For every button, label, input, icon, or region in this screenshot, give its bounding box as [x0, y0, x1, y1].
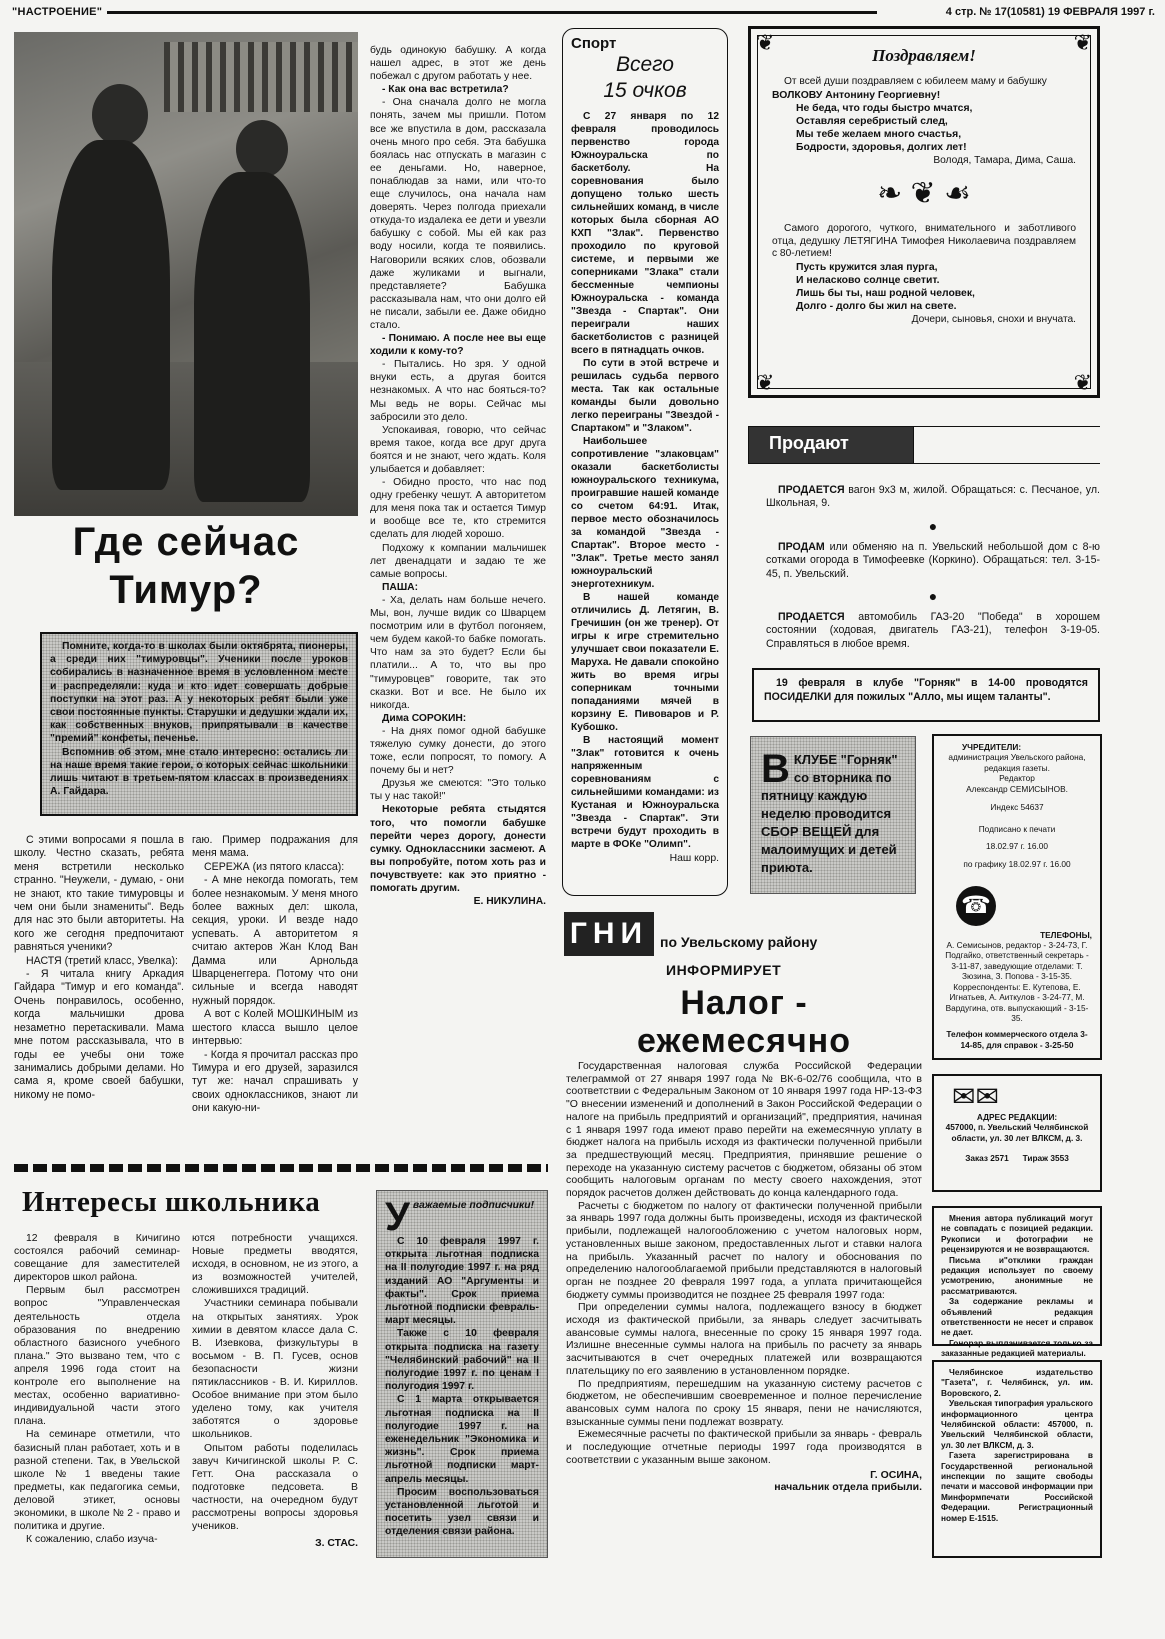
- verse1-l3: Мы тебе желаем много счастья,: [796, 128, 962, 140]
- sport-p3: Наибольшее сопротивление "злаковцам" оказали баскетболисты южноуральского техникума, проигравшие нашей команде со счетом 64:91. Итак, первое место обозначилось за командой "Звезда - Спартак". Второе место - "Злак". Третье место занял южноуральский энерготехникум.: [571, 436, 719, 590]
- policy-box: [932, 1206, 1102, 1359]
- timur-lead-p2: Вспомнив об этом, мне стало интересно: остались ли на наше время такие герои, о которых сейчас школьники лишь читают в третьем-пятом классах в произведениях А. Гайдара.: [50, 746, 348, 798]
- tax-title: [566, 984, 922, 1060]
- sell-ad-3-lead: ПРОДАЕТСЯ: [778, 611, 845, 624]
- timur-b-p3: - А мне некогда помогать, тем более незнакомым. У меня много более важных дел: школа, секция, уроки. И везде надо успевать. А авторитетом я считаю актеров Жан Клод Ван Дамма или Арнольда Шварценеггера. Потому что они сильные и всегда наводят нужный порядок.: [192, 874, 358, 1007]
- founders-box: [932, 734, 1102, 1060]
- section-divider: [14, 1164, 548, 1172]
- timur-b-p1: гаю. Пример подражания для меня мама.: [192, 834, 358, 860]
- congrats-sign1: Володя, Тамара, Дима, Саша.: [933, 154, 1076, 166]
- subscription-head: [385, 1195, 539, 1239]
- school-a-p3: На семинаре отметили, что базисный план работает, хоть и в разной степени. Так, в Увельской школе № 1 введены такие предметы, как педагогика семьи, деловой этикет, основы экономики, в школе № 2 - право и политика и другие.: [14, 1429, 180, 1533]
- boy-right-head: [236, 120, 288, 178]
- timur-column-a: [14, 834, 184, 1102]
- policy-4: Гонорар выплачивается только за заказанные редакцией материалы.: [941, 1337, 1093, 1359]
- timur-c-p3: - Пытались. Но зря. У одной внуки есть, а другая боится незнакомых. А что нас бояться-то? Мы ведь не воры. Сейчас мы забросили это дело.: [370, 359, 546, 423]
- tax-p1: Государственная налоговая служба Российской Федерации телеграммой от 27 января 1997 года № ВК-6-02/76 сообщила, что в соответствии с Федеральным Законом от 10 января 1997 года НР-13-ФЗ "О внесении изменений и дополнений в Закон Российской Федерации о налоге на прибыль предприятий и организаций", предприятия, начиная с 1 января 1997 года имеют право перейти на ежемесячную уплату в бюджет налога на прибыль исходя из фактически полученной прибыли за предшествующий месяц. Предприятия, принявшие решение о переходе на указанную систему расчетов с бюджетом, обязаны об этом сообщить налоговым органам по месту своего нахождения, этот порядок расчетов должен действовать до конца календарного года.: [566, 1060, 922, 1200]
- timur-title-line2: Тимур?: [109, 568, 263, 612]
- school-b-p1: ются потребности учащихся. Новые предметы вводятся, исходя, в основном, не из этого, а из возможностей учителей, сложившихся традиций.: [192, 1233, 358, 1297]
- notice-text: 19 февраля в клубе "Горняк" в 14-00 проводятся ПОСИДЕЛКИ для пожилых "Алло, мы ищем таланты".: [764, 677, 1088, 703]
- sport-article: [562, 28, 728, 896]
- verse2-l3: Лишь бы ты, наш родной человек,: [796, 288, 975, 300]
- order-no: Заказ 2571: [965, 1153, 1009, 1164]
- school-sign: З. СТАС.: [315, 1538, 358, 1550]
- tax-text: [566, 1060, 922, 1494]
- verse1-l4: Бодрости, здоровья, долгих лет!: [796, 141, 967, 153]
- schedule-date: по графику 18.02.97 г. 16.00: [963, 859, 1071, 870]
- timur-c-dima: Дима СОРОКИН:: [382, 712, 467, 724]
- bullet-2: ●: [928, 588, 938, 605]
- subscr-p3: С 1 марта открывается льготная подписка на II полугодие 1997 г. на еженедельник "Экономика и жизнь". Срок приема льготной подписки март-апрель месяцы.: [385, 1394, 539, 1485]
- print-info: [942, 1153, 1092, 1163]
- subscription-box: [376, 1190, 548, 1558]
- corner-ornament-tr: ❦: [1073, 30, 1092, 55]
- address-text: 457000, п. Увельский Челябинской области, ул. 30 лет ВЛКСМ, д. 3.: [945, 1122, 1089, 1143]
- timur-title: [14, 518, 358, 614]
- tax-head-1: по Увельскому району: [660, 934, 818, 950]
- sell-header-bar: [748, 426, 1100, 464]
- sell-title: Продают: [769, 433, 849, 453]
- subscr-p1: С 10 февраля 1997 г. открыта льготная подписка на II полугодие 1997 г. на ряд изданий АО "Аргументы и факты". Срок приема льготной подписки февраль-март месяцы.: [385, 1236, 539, 1327]
- tax-sign-1: Г. ОСИНА,: [870, 1468, 922, 1481]
- tax-p5: Ежемесячные расчеты по фактической прибыли за январь - февраль и последующие отчетные периоды 1997 года производятся в соответствии с указанным выше законом.: [566, 1428, 922, 1466]
- sell-ad-1-lead: ПРОДАЕТСЯ: [778, 484, 845, 496]
- school-column-a: [14, 1232, 180, 1546]
- tax-sign-2: начальник отдела прибыли.: [774, 1481, 922, 1494]
- sport-text: [571, 110, 719, 851]
- congrats-verse2: [772, 261, 1076, 313]
- verse1-l1: Не беда, что годы быстро мчатся,: [796, 102, 973, 114]
- publisher-2: Увельская типография уральского информационного центра Челябинской области: 457000, п. Увельский Челябинской области, ул. 30 лет ВЛКСМ, д. 3.: [941, 1398, 1093, 1450]
- tax-title-line1: Налог -: [680, 984, 808, 1022]
- corner-ornament-br: ❦: [1073, 370, 1092, 395]
- notice-box: [752, 668, 1100, 722]
- timur-c-p4: Успокаивая, говорю, что сейчас время такое, когда все друг друга боятся и не знают, чего ждать. Коля улыбается и добавляет:: [370, 424, 546, 475]
- phones-text: А. Семисынов, редактор - 3-24-73, Г. Подгайко, ответственный секретарь - 3-11-87, заведующие отделами: Т. Зюзина, З. Попова - 3-15-35.: [945, 940, 1089, 982]
- congrats-sign2: Дочери, сыновья, снохи и внучата.: [911, 314, 1076, 326]
- sell-ads: [766, 484, 1100, 651]
- sport-p5: В настоящий момент "Злак" готовится к очень напряженным соревнованиям с сильнейшими командами: из Кустаная и Южноуральска "Звезда - Спартак". Эти встречи будут проходить в марте в ФОКе "Олимп".: [571, 735, 719, 850]
- timur-b-p5: - Когда я прочитал рассказ про Тимура и его друзей, заразился тут же: начал спрашивать у своих одноклассников, знают ли они какую-ни-: [192, 1048, 358, 1115]
- congrats-p2: Самого дорогого, чуткого, внимательного и заботливого отца, дедушку ЛЕТЯГИНА Тимофея Николаевича поздравляем с 80-летием!: [772, 222, 1076, 260]
- sport-title-1: Всего: [616, 53, 674, 76]
- tax-p3: При определении суммы налога, подлежащего взносу в бюджет исходя из фактической прибыли, за январь следует засчитывать авансовые суммы налога, внесенные по сроку 15 января 1997 года. Излишне внесенные суммы налога на прибыль по расчету за январь засчитываются в счет очередных платежей или возвращаются плательщику по его заявлению в установленном порядке.: [566, 1301, 922, 1377]
- header: [12, 6, 1155, 22]
- signed-date: 18.02.97 г. 16.00: [986, 840, 1048, 851]
- timur-lead: [40, 632, 358, 816]
- policy-1: Мнения автора публикаций могут не совпадать с позицией редакции. Рукописи и фотографии не рецензируются и не возвращаются.: [941, 1213, 1093, 1255]
- founders-label: УЧРЕДИТЕЛИ:: [962, 742, 1022, 752]
- timur-c-p7: - Ха, делать нам больше нечего. Мы, вон, лучше видик со Шварцем посмотрим или в футбол погоняем, чем будем какой-то бабке помогать. Что нам за это будет? Если бы платили... А то, что вы про "тимуровцев" говорите, так это сказки. Вот и все. Не было их никогда.: [370, 594, 546, 711]
- sell-ad-1-text: вагон 9х3 м, жилой. Обращаться: с. Песчаное, ул. Школьная, 9.: [766, 484, 1100, 510]
- timur-lead-p1: Помните, когда-то в школах были октябрята, пионеры, а среди них "тимуровцы". Ученики после уроков собирались в назначенное время в условленном месте и распределяли: куда и кто идет совершать добрые поступки на этот раз. А у некоторых ребят были уже свои постоянные пункты. Старушки и дедушки ждали их, как собственных внуков, припрятывали в качестве "премий" конфеты, печенье.: [50, 641, 348, 745]
- timur-a-p3: - Я читала книгу Аркадия Гайдара "Тимур и его команда". Очень понравилось, особенно, когда мальчишки дрова незаметно перетаскивали. Мама мне потом рассказывала, что в годы ее учебы они тоже занимались добрыми делами. Но сама я, кроме своей бабушки, никому не помо-: [14, 968, 184, 1101]
- subscr-cap: У: [385, 1195, 410, 1239]
- section-name: "НАСТРОЕНИЕ": [12, 6, 103, 18]
- envelope-icon: ✉✉: [952, 1081, 999, 1112]
- timur-author: Е. НИКУЛИНА.: [473, 896, 546, 908]
- school-b-p3: Опытом работы поделилась завуч Кичигинской школы Р. С. Гетт. Она рассказала о подготовке педсовета. В частности, на очередном будут рассмотрены вопросы здоровья учеников.: [192, 1442, 358, 1533]
- timur-c-q1: - Как она вас встретила?: [382, 84, 509, 96]
- sport-rubric: Спорт: [571, 35, 617, 52]
- tax-head-2: ИНФОРМИРУЕТ: [666, 962, 782, 978]
- phones-text2: Корреспонденты: Е. Кутепова, Е. Игнатьев, А. Аиткулов - 3-24-77, М. Вардугина, отв. выпускающий - 3-15-35.: [945, 981, 1089, 1023]
- tax-logo: [564, 912, 654, 956]
- sell-ad-2-text: или обменяю на п. Увельский небольшой дом с 8-ю сотками огорода в Тимофеевке (Коркино). Обращаться: тел. 3-15-45, п. Увельский.: [766, 540, 1100, 580]
- timur-c-p10: Некоторые ребята стыдятся того, что помогли бабушке перейти через дорогу, донести сумку. Одноклассники засмеют. А вы попробуйте, потом хоть раз и почувствуете: как это приятно - помогать другим.: [370, 804, 546, 894]
- timur-c-q2: - Понимаю. А после нее вы еще ходили к кому-то?: [370, 333, 546, 358]
- sport-p2: По сути в этой встрече и решилась судьба первого места. Так как остальные команды были довольно легко переиграны "Звездой - Спартаком" и "Злаком".: [571, 358, 719, 434]
- school-a-p1: 12 февраля в Кичигино состоялся рабочий семинар-совещание для заместителей директоров школ района.: [14, 1233, 180, 1284]
- publisher-1: Челябинское издательство "Газета", г. Челябинск, ул. им. Воровского, 2.: [941, 1367, 1093, 1398]
- editor-name: Александр СЕМИСЫНОВ.: [966, 783, 1068, 794]
- founders-text: администрация Увельского района, редакция газеты.: [948, 752, 1086, 773]
- club-cap: В: [761, 747, 790, 791]
- timur-column-b: [192, 834, 358, 1116]
- sell-ad-3-text: автомобиль ГАЗ-20 "Победа" в хорошем состоянии (ходовая, двигатель ГАЗ-21), телефон 3-19-05. Справляться в любое время.: [766, 611, 1100, 650]
- congrats-inner: [756, 30, 1092, 395]
- timur-c-p1: будь одинокую бабушку. А когда нашел адрес, в этот же день побежал с другом работать у нее.: [370, 45, 546, 83]
- phones-text3: Телефон коммерческого отдела 3-14-85, для справок - 3-25-50: [946, 1029, 1088, 1050]
- tax-title-line2: ежемесячно: [637, 1022, 851, 1060]
- bullet-1: ●: [928, 517, 938, 534]
- club-text: КЛУБЕ "Горняк" со вторника по пятницу каждую неделю проводится СБОР ВЕЩЕЙ для малоимущих и детей приюта.: [761, 752, 898, 875]
- timur-b-p4: А вот с Колей МОШКИНЫМ из шестого класса вышло целое интервью:: [192, 1008, 358, 1048]
- timur-c-p9: Друзья же смеются: "Это только ты у нас такой!": [370, 778, 546, 803]
- policy-3: За содержание рекламы и объявлений редакция ответственности не несет и справок не дает.: [941, 1296, 1093, 1338]
- congrats-box: [748, 26, 1100, 398]
- sport-p4: В нашей команде отличились Д. Летягин, В. Гречишин (он же тренер). От игры к игре стремительно улучшает свои показатели Е. Маруха. Не давали спокойно жить во время игры соперникам точными попаданиями мячей в корзину Е. Пивоваров и Р. Кубошко.: [571, 592, 719, 733]
- boy-left-body: [52, 140, 170, 490]
- sell-ad-3: [766, 611, 1100, 651]
- sport-sign: Наш корр.: [669, 853, 719, 864]
- corner-ornament-bl: ❦: [756, 370, 775, 395]
- policy-2: Письма и"отклики граждан редакция использует по своему усмотрению, анонимные не рассматриваются.: [941, 1254, 1093, 1296]
- print-run: Тираж 3553: [1022, 1153, 1069, 1164]
- index: Индекс 54637: [990, 802, 1044, 813]
- congrats-p1: От всей души поздравляем с юбилеем маму и бабушку: [784, 76, 1047, 87]
- timur-c-p6: Подхожу к компании мальчишек лет двенадцати и задаю те же самые вопросы.: [370, 542, 546, 580]
- congrats-ornament: ❧ ❦ ☙: [877, 176, 971, 210]
- timur-column-c: [370, 44, 546, 908]
- address-label: АДРЕС РЕДАКЦИИ:: [976, 1112, 1058, 1122]
- verse2-l1: Пусть кружится злая пурга,: [796, 262, 938, 274]
- verse2-l4: Долго - долго бы жил на свете.: [796, 301, 957, 313]
- congrats-name1: ВОЛКОВУ Антонину Георгиевну!: [772, 89, 941, 101]
- club-box: [750, 736, 916, 894]
- header-rule: [107, 11, 877, 14]
- phone-icon: ☎: [956, 886, 996, 926]
- timur-c-p5: - Обидно просто, что нас под одну гребенку чешут. А авторитетом для меня пока так и остается Тимур и вообще все те, кто стремится сделать для людей хорошо.: [370, 477, 546, 541]
- timur-b-p2: СЕРЕЖА (из пятого класса):: [204, 860, 345, 873]
- school-title: Интересы школьника: [22, 1186, 321, 1218]
- sport-title-2: 15 очков: [603, 79, 687, 102]
- sell-ad-2-lead: ПРОДАМ: [778, 540, 825, 553]
- sell-ad-1: [766, 484, 1100, 511]
- school-b-p2: Участники семинара побывали на открытых занятиях. Урок химии в девятом классе дала С. В. Изевкова, физкультуры в восьмом - В. П. Гусев, основ безопасности жизни пятиклассников - В. И. Кириллов. Особое внимание при этом было уделено тому, как учителя заботятся о здоровье школьников.: [192, 1298, 358, 1441]
- signed-label: Подписано к печати: [978, 824, 1056, 835]
- corner-ornament-tl: ❦: [756, 30, 775, 55]
- subscr-p2: Также с 10 февраля открыта подписка на газету "Челябинский рабочий" на II полугодие 1997 г. по ценам I полугодия 1997 г.: [385, 1328, 539, 1393]
- verse2-l2: И неласково солнце светит.: [796, 275, 940, 287]
- timur-a-p2: НАСТЯ (третий класс, Увелка):: [26, 954, 178, 967]
- timur-c-p8: - На днях помог одной бабушке тяжелую сумку донести, до этого тоже, если попросят, то помогу. А почему бы и нет?: [370, 725, 546, 777]
- boy-right-body: [194, 172, 310, 502]
- sell-ad-2: [766, 541, 1100, 581]
- publisher-3: Газета зарегистрирована в Государственной региональной инспекции по защите свободы печати и массовой информации при Минформпечати Российской Федерации. Регистрационный номер Е-1515.: [941, 1450, 1093, 1523]
- subscr-head: важаемые подписчики!: [412, 1200, 535, 1211]
- school-column-b: [192, 1232, 358, 1550]
- timur-c-p2: - Она сначала долго не могла понять, зачем мы пришли. Потом все же впустила в дом, рассказала очень много про себя. Эта бабушка боялась нас отпускать в магазин с ее деньгами. Но, наверное, понаблюдав за нами, или что-то еще случилось, она начала нам доверять. Через полгода приехали откуда-то издалека ее дети и увезли бабушку с собой. Мы ей как раз воду носили, когда те появились. Наговорили всяких слов, обозвали даже жуликами и выгнали, представляете? Бабушка рассказывала нам, что они долго ей не писали, забыли ее. Даже обидно стало.: [370, 97, 546, 331]
- tax-logo-bg: ГНИ: [564, 912, 654, 956]
- timur-c-pasha: ПАША:: [382, 581, 419, 593]
- tax-p4: По предприятиям, перешедшим на указанную систему расчетов с бюджетом, не обеспечившим своевременное и полное перечисление авансовых сумм налога по сроку 15 января, пени не начисляются, взысканные суммы пени подлежат возврату.: [566, 1377, 922, 1428]
- boy-left-head: [92, 84, 148, 146]
- sport-p1: С 27 января по 12 февраля проводилось первенство города Южноуральска по баскетболу. На соревнования было допущено только шесть сильнейших команд, в числе которых была сборная АО КХП "Злак". Первенство проходило по круговой системе, и первыми же соперниками "Злака" стали бессменные чемпионы Южноуральска - команда "Звезда - Спартак". Они переиграли наших баскетболистов с разницей всего в пятнадцать очков.: [571, 111, 719, 356]
- photo-children: [14, 32, 358, 516]
- timur-title-line1: Где сейчас: [72, 520, 300, 564]
- issue-line: 4 стр. № 17(10581) 19 ФЕВРАЛЯ 1997 г.: [945, 6, 1155, 18]
- phones-label: ТЕЛЕФОНЫ,: [1040, 929, 1092, 940]
- congrats-verse1: [772, 102, 1076, 154]
- sell-header-tab: [748, 426, 914, 464]
- editor-label: Редактор: [999, 773, 1035, 784]
- tax-p2: Расчеты с бюджетом по налогу от фактически полученной прибыли за январь 1997 года должны быть произведены, исходя из фактической прибыли, подлежащей налогообложению с учетом налоговых норм, установленных выше законом, предоставленных льгот и ставки налога на прибыль. Указанный расчет по налогу и обоснования по определению налогооблагаемой прибыли представляются в налоговый орган не позднее 20 февраля 1997 года, а уплата причитающейся бюджету суммы производится не позднее 25 февраля 1997 года:: [566, 1199, 922, 1301]
- school-a-p4: К сожалению, слабо изуча-: [26, 1534, 158, 1546]
- subscr-p4: Просим воспользоваться установленной льготой и посетить узел связи и отделения связи района.: [385, 1486, 539, 1538]
- photo-fence: [164, 42, 358, 112]
- publisher-box: [932, 1360, 1102, 1558]
- spacer: [1011, 1153, 1020, 1163]
- verse1-l2: Оставляя серебристый след,: [796, 115, 948, 127]
- address-box: [932, 1074, 1102, 1192]
- congrats-title: Поздравляем!: [872, 46, 976, 65]
- timur-a-p1: С этими вопросами я пошла в школу. Честно сказать, ребята меня встретили несколько странно. "Неужели, - думаю, - они не знают, кто такие тимуровцы и чем они были знамениты". Ведь для нас это были авторитеты. На кого же сегодня предпочитают равняться ученики?: [14, 834, 184, 954]
- school-a-p2: Первым был рассмотрен вопрос "Управленческая деятельность отдела образования по внедрению областного базисного учебного плана." Это вызвано тем, что с апреля 1996 года стоит на контроле его выполнение на местах, особенно вариативно-индивидуальной части этого плана.: [14, 1285, 180, 1428]
